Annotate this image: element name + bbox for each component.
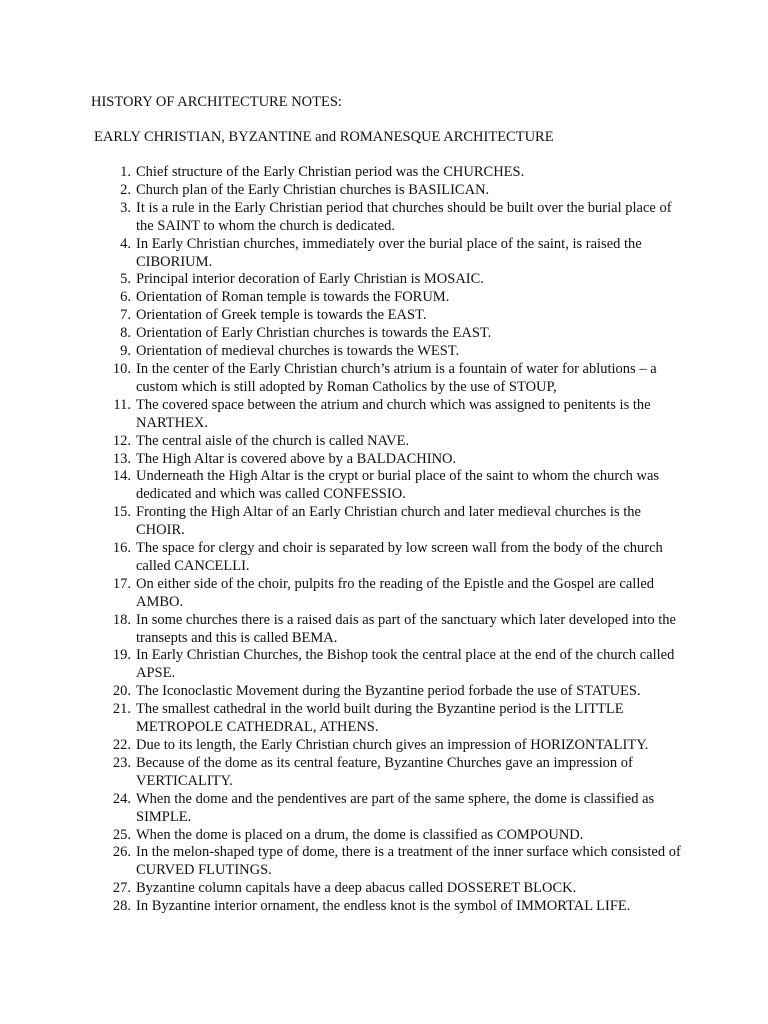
list-item-number: 9.	[120, 343, 131, 360]
list-item-text: Underneath the High Altar is the crypt or burial place of the saint to whom the church was dedicated and which was called CONFESSIO.	[136, 468, 660, 503]
list-item-text: In Byzantine interior ornament, the endless knot is the symbol of IMMORTAL LIFE.	[136, 898, 631, 915]
list-item	[106, 164, 686, 182]
list-item	[106, 898, 686, 916]
list-item-number: 18.	[112, 611, 131, 628]
list-item-number: 27.	[112, 880, 131, 897]
list-item-number: 2.	[120, 181, 131, 198]
list-item-number: 23.	[112, 754, 131, 771]
list-item-text: Orientation of Roman temple is towards the FORUM.	[136, 289, 450, 306]
list-item	[106, 612, 686, 648]
document-title: HISTORY OF ARCHITECTURE NOTES:	[91, 94, 342, 110]
list-item	[106, 576, 686, 612]
list-item-number: 24.	[112, 790, 131, 807]
list-item	[106, 451, 686, 469]
list-item-number: 13.	[112, 450, 131, 467]
list-item	[106, 844, 686, 880]
list-item-number: 5.	[120, 271, 131, 288]
list-item-number: 28.	[112, 898, 131, 915]
list-item-number: 14.	[112, 468, 131, 485]
list-item-text: Church plan of the Early Christian churches is BASILICAN.	[136, 181, 490, 198]
list-item-text: The smallest cathedral in the world built during the Byzantine period is the LITTLE METROPOLE CATHEDRAL, ATHENS.	[136, 701, 624, 736]
list-item	[106, 236, 686, 272]
list-item-number: 3.	[120, 199, 131, 216]
notes-list	[106, 164, 686, 916]
list-item-number: 25.	[112, 826, 131, 843]
list-item	[106, 468, 686, 504]
list-item-text: In Early Christian churches, immediately over the burial place of the saint, is raised the CIBORIUM.	[136, 235, 642, 270]
list-item	[106, 647, 686, 683]
list-item-text: Fronting the High Altar of an Early Christian church and later medieval churches is the CHOIR.	[136, 504, 641, 539]
list-item	[106, 683, 686, 701]
list-item	[106, 540, 686, 576]
list-item-number: 7.	[120, 307, 131, 324]
list-item-text: It is a rule in the Early Christian period that churches should be built over the burial place of the SAINT to whom the church is dedicated.	[136, 199, 672, 234]
list-item-number: 15.	[112, 504, 131, 521]
list-item-number: 26.	[112, 844, 131, 861]
list-item	[106, 397, 686, 433]
list-item-text: In Early Christian Churches, the Bishop took the central place at the end of the church called APSE.	[136, 647, 675, 682]
list-item-number: 20.	[112, 683, 131, 700]
list-item	[106, 325, 686, 343]
list-item-text: When the dome and the pendentives are part of the same sphere, the dome is classified as SIMPLE.	[136, 790, 655, 825]
list-item	[106, 827, 686, 845]
list-item-text: The Iconoclastic Movement during the Byzantine period forbade the use of STATUES.	[136, 683, 641, 700]
list-item-number: 17.	[112, 575, 131, 592]
list-item-number: 16.	[112, 540, 131, 557]
list-item-number: 8.	[120, 325, 131, 342]
list-item-number: 10.	[112, 360, 131, 377]
list-item	[106, 433, 686, 451]
list-item	[106, 271, 686, 289]
list-item-text: The central aisle of the church is called NAVE.	[136, 432, 410, 449]
list-item-text: In the center of the Early Christian church’s atrium is a fountain of water for ablutions – a custom which is still adopted by Roman Catholics by the use of STOUP,	[136, 360, 657, 395]
document-subtitle: EARLY CHRISTIAN, BYZANTINE and ROMANESQUE ARCHITECTURE	[94, 129, 554, 145]
list-item-text: The covered space between the atrium and church which was assigned to penitents is the NARTHEX.	[136, 396, 651, 431]
list-item	[106, 307, 686, 325]
list-item	[106, 737, 686, 755]
list-item-number: 12.	[112, 432, 131, 449]
list-item-text: Orientation of Early Christian churches is towards the EAST.	[136, 325, 492, 342]
list-item-text: In some churches there is a raised dais as part of the sanctuary which later developed into the transepts and this is called BEMA.	[136, 611, 676, 646]
list-item-text: Orientation of medieval churches is towards the WEST.	[136, 343, 460, 360]
list-item-text: Principal interior decoration of Early Christian is MOSAIC.	[136, 271, 484, 288]
list-item-text: In the melon-shaped type of dome, there is a treatment of the inner surface which consisted of CURVED FLUTINGS.	[136, 844, 681, 879]
list-item	[106, 880, 686, 898]
list-item-text: Byzantine column capitals have a deep abacus called DOSSERET BLOCK.	[136, 880, 577, 897]
list-item-text: On either side of the choir, pulpits fro the reading of the Epistle and the Gospel are called AMBO.	[136, 575, 655, 610]
list-item	[106, 701, 686, 737]
list-item-number: 22.	[112, 737, 131, 753]
list-item-number: 6.	[120, 289, 131, 306]
list-item-number: 19.	[112, 647, 131, 664]
list-item	[106, 289, 686, 307]
list-item-number: 11.	[113, 396, 131, 413]
list-item	[106, 791, 686, 827]
list-item	[106, 361, 686, 397]
list-item-text: The High Altar is covered above by a BALDACHINO.	[136, 450, 457, 467]
list-item-text: When the dome is placed on a drum, the dome is classified as COMPOUND.	[136, 826, 584, 843]
list-item-number: 1.	[120, 164, 131, 180]
list-item-text: Chief structure of the Early Christian period was the CHURCHES.	[136, 164, 525, 180]
list-item-text: Due to its length, the Early Christian church gives an impression of HORIZONTALITY.	[136, 737, 649, 753]
list-item-number: 21.	[112, 701, 131, 718]
list-item	[106, 504, 686, 540]
list-item-text: The space for clergy and choir is separated by low screen wall from the body of the church called CANCELLI.	[136, 540, 663, 574]
list-item	[106, 755, 686, 791]
list-item	[106, 200, 686, 236]
list-item-text: Because of the dome as its central feature, Byzantine Churches gave an impression of VERTICALITY.	[136, 754, 633, 789]
list-item-number: 4.	[120, 235, 131, 252]
list-item	[106, 343, 686, 361]
list-item-text: Orientation of Greek temple is towards the EAST.	[136, 307, 427, 324]
list-item	[106, 182, 686, 200]
